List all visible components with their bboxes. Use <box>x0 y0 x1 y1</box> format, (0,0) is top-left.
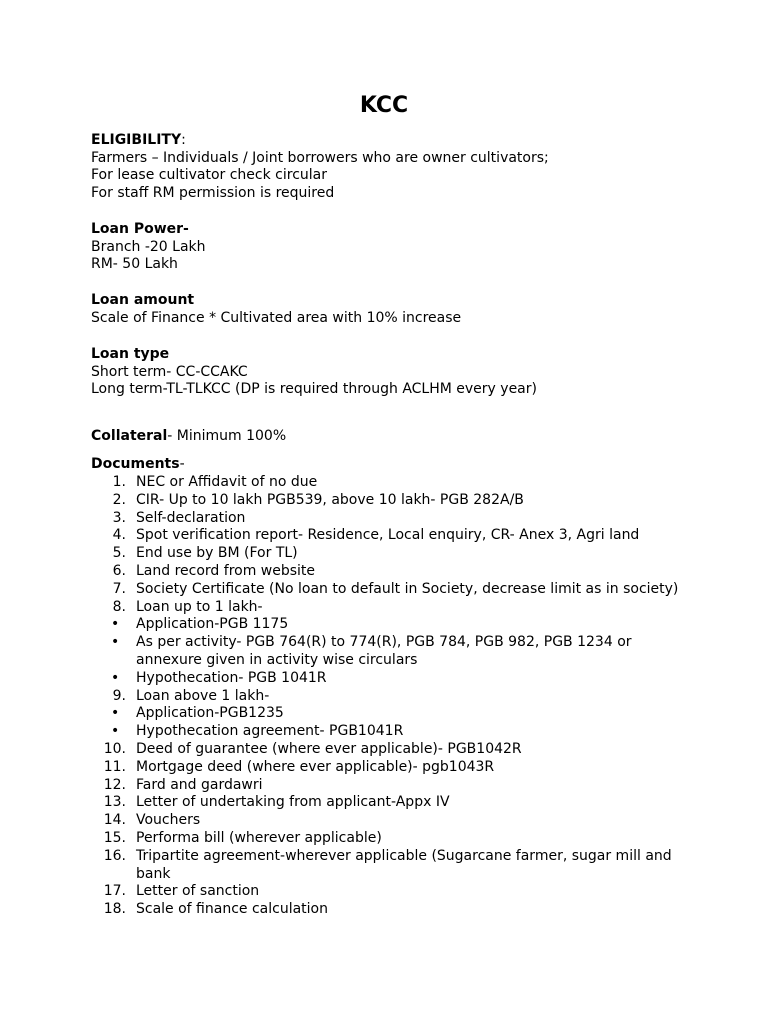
eligibility-line: Farmers – Individuals / Joint borrowers who are owner cultivators; <box>91 149 549 166</box>
bullet-marker: • <box>111 669 120 686</box>
list-number: 18. <box>103 901 126 918</box>
document-item-text: Letter of sanction <box>136 883 260 900</box>
document-item-text: Hypothecation agreement- PGB1041R <box>136 723 404 740</box>
list-number: 17. <box>103 883 126 900</box>
document-item-text: Application-PGB1235 <box>136 705 284 722</box>
documents-section <box>91 456 731 474</box>
loan-type-line: Long term-TL-TLKCC (DP is required through ACLHM every year) <box>91 381 537 398</box>
loan-power-section <box>91 221 731 274</box>
list-number: 11. <box>103 758 126 775</box>
loan-amount-line: Scale of Finance * Cultivated area with 10% increase <box>91 309 462 326</box>
list-number: 16. <box>103 847 126 864</box>
eligibility-colon: : <box>181 132 186 148</box>
loan-power-heading: Loan Power- <box>91 221 189 237</box>
document-item-text: Tripartite agreement-wherever applicable (Sugarcane farmer, sugar mill and bank <box>136 847 672 882</box>
list-number: 14. <box>103 812 126 829</box>
eligibility-line: For staff RM permission is required <box>91 184 335 201</box>
list-number: 3. <box>112 509 126 526</box>
loan-power-line: RM- 50 Lakh <box>91 256 178 273</box>
document-item-text: Performa bill (wherever applicable) <box>136 830 382 846</box>
bullet-marker: • <box>111 616 120 633</box>
list-number: 6. <box>112 563 126 579</box>
document-item-text: NEC or Affidavit of no due <box>136 474 318 490</box>
document-item-text: Land record from website <box>136 563 316 579</box>
document-item-text: Loan up to 1 lakh- <box>136 598 263 615</box>
list-number: 8. <box>112 598 126 615</box>
list-number: 1. <box>112 474 126 490</box>
document-item-text: Hypothecation- PGB 1041R <box>136 669 327 686</box>
loan-type-heading: Loan type <box>91 346 170 362</box>
document-item-text: Fard and gardawri <box>136 776 263 793</box>
eligibility-line: For lease cultivator check circular <box>91 167 327 184</box>
document-item-text: Vouchers <box>136 812 201 829</box>
loan-amount-section <box>91 292 731 327</box>
list-number: 15. <box>103 830 126 846</box>
document-item-text: Scale of finance calculation <box>136 901 328 918</box>
loan-amount-heading: Loan amount <box>91 292 195 308</box>
list-number: 13. <box>103 794 126 811</box>
eligibility-heading: ELIGIBILITY <box>91 132 182 148</box>
documents-heading: Documents <box>91 456 180 472</box>
list-number: 2. <box>112 491 126 508</box>
loan-type-line: Short term- CC-CCAKC <box>91 363 248 380</box>
documents-heading-suffix: - <box>179 456 185 472</box>
collateral-text: - Minimum 100% <box>167 428 287 444</box>
document-item-text: Society Certificate (No loan to default in Society, decrease limit as in society) <box>136 580 679 597</box>
collateral-line <box>91 428 731 446</box>
loan-power-line: Branch -20 Lakh <box>91 238 206 255</box>
collateral-section <box>91 428 731 446</box>
document-item-text: Application-PGB 1175 <box>136 616 289 633</box>
document-item-text: Loan above 1 lakh- <box>136 687 270 704</box>
list-number: 12. <box>103 776 126 793</box>
eligibility-section <box>91 132 731 202</box>
documents-heading-line <box>91 456 731 474</box>
bullet-marker: • <box>111 634 120 651</box>
list-number: 10. <box>103 741 126 757</box>
collateral-heading: Collateral <box>91 428 168 444</box>
document-item-text: Deed of guarantee (where ever applicable)- PGB1042R <box>136 741 522 757</box>
document-item-text: End use by BM (For TL) <box>136 545 298 562</box>
loan-type-section <box>91 346 731 399</box>
bullet-marker: • <box>111 705 120 722</box>
document-item-text: Mortgage deed (where ever applicable)- pgb1043R <box>136 758 495 775</box>
document-item-text: CIR- Up to 10 lakh PGB539, above 10 lakh- PGB 282A/B <box>136 491 524 508</box>
document-item-text: As per activity- PGB 764(R) to 774(R), PGB 784, PGB 982, PGB 1234 or annexure given in activity wise circulars <box>136 634 632 668</box>
list-number: 5. <box>112 545 126 562</box>
document-item-text: Spot verification report- Residence, Local enquiry, CR- Anex 3, Agri land <box>136 527 640 544</box>
document-item-text: Letter of undertaking from applicant-Appx IV <box>136 794 450 811</box>
bullet-marker: • <box>111 723 120 740</box>
page-title: KCC <box>359 93 409 118</box>
list-number: 7. <box>112 580 126 597</box>
list-number: 4. <box>112 527 126 544</box>
list-number: 9. <box>112 687 126 704</box>
document-item-text: Self-declaration <box>136 509 246 526</box>
eligibility-heading-line <box>91 132 731 150</box>
